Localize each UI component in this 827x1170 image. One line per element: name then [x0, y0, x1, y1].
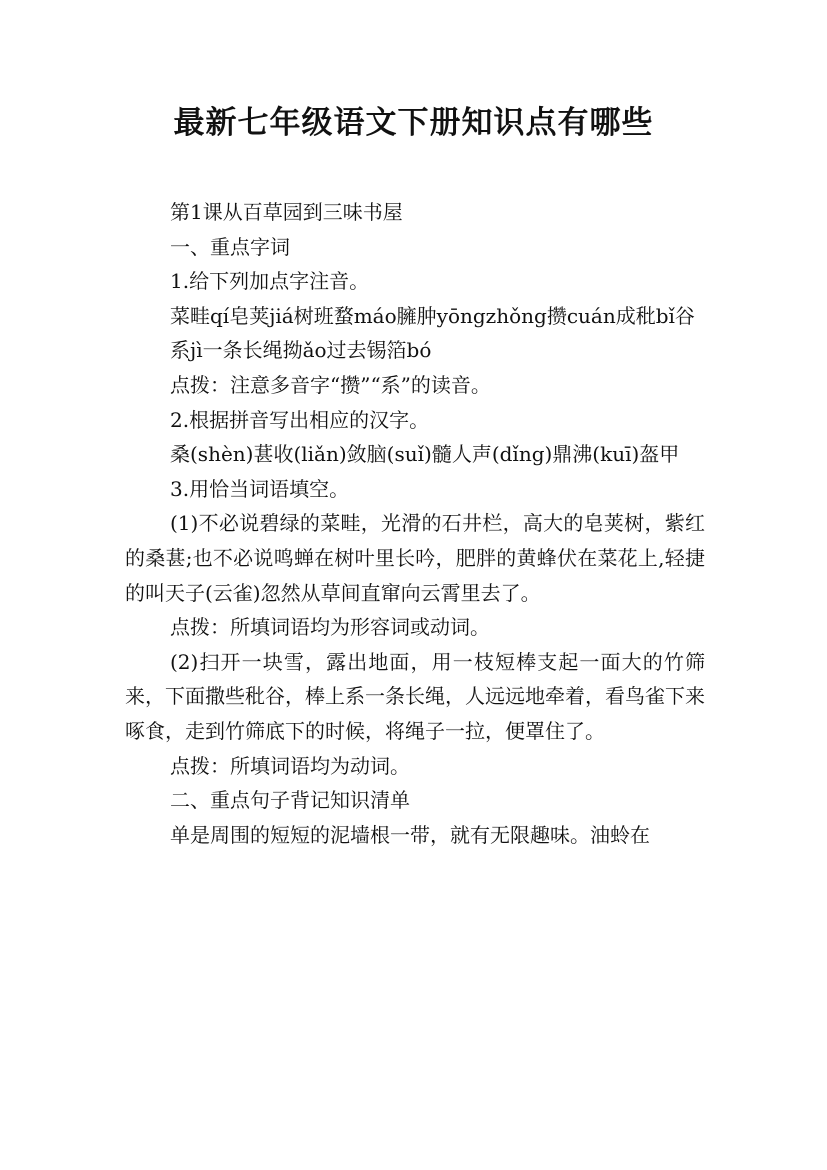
question-1-prompt: 1.给下列加点字注音。 [170, 269, 370, 294]
question-2-prompt: 2.根据拼音写出相应的汉字。 [170, 407, 430, 432]
section-heading-key-sentences: 二、重点句子背记知识清单 [170, 788, 410, 813]
pinyin-line-2: 系jì一条长绳拗ǎo过去锡箔bó [170, 338, 432, 363]
hint-paragraph: 点拨：注意多音字“攒”“系”的读音。 [170, 372, 491, 397]
pinyin-line-1: 菜畦qí皂荚jiá树班蝥máo臃肿yōngzhǒng攒cuán成秕bǐ谷 [170, 303, 695, 328]
pinyin-characters-line: 桑(shèn)葚收(liǎn)敛脑(suǐ)髓人声(dǐng)鼎沸(kuī)盔甲 [170, 442, 680, 467]
section-heading-key-words: 一、重点字词 [170, 234, 290, 259]
hint-paragraph: 点拨：所填词语均为形容词或动词。 [170, 615, 490, 640]
fill-blank-passage-2: (2)扫开一块雪，露出地面，用一枝短棒支起一面大的竹筛来，下面撒些秕谷，棒上系一条长绳，人远远地牵着，看鸟雀下来啄食，走到竹筛底下的时候，将绳子一拉，便罩住了。 [125, 649, 705, 743]
body-paragraph: 单是周围的短短的泥墙根一带，就有无限趣味。油蛉在 [170, 822, 650, 847]
fill-blank-passage-1: (1)不必说碧绿的菜畦，光滑的石井栏，高大的皂荚树，紫红的桑葚;也不必说鸣蝉在树叶里长吟，肥胖的黄蜂伏在菜花上,轻捷的叫天子(云雀)忽然从草间直窜向云霄里去了。 [125, 511, 705, 605]
lesson-heading: 第1课从百草园到三味书屋 [170, 200, 403, 224]
document-title: 最新七年级语文下册知识点有哪些 [173, 105, 654, 141]
document-body [125, 195, 705, 852]
question-3-prompt: 3.用恰当词语填空。 [170, 476, 350, 501]
hint-paragraph: 点拨：所填词语均为动词。 [170, 753, 410, 778]
